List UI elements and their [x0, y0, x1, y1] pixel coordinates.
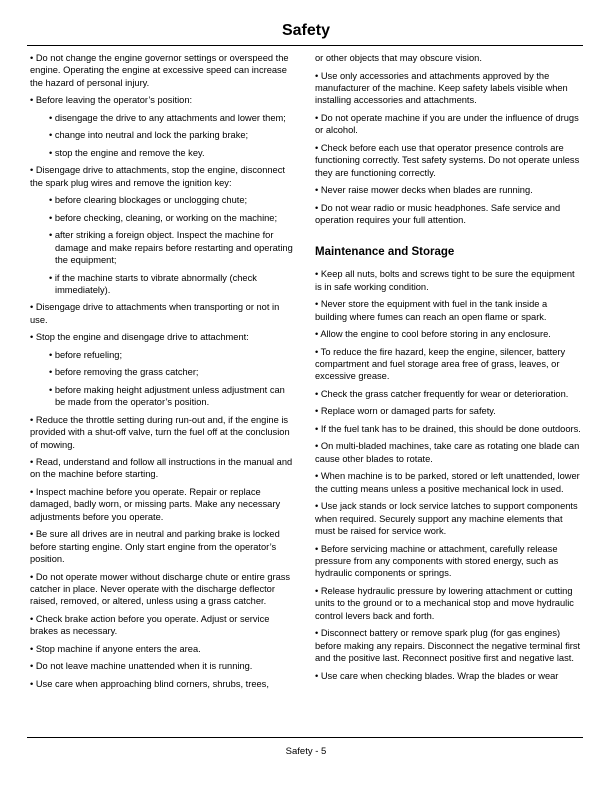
- bullet-item: • Before leaving the operator’s position:: [30, 95, 193, 106]
- bullet-item: • Use only accessories and attachments approved by the manufacturer of the machine. Keep safety labels visible when installing accessories and attachments.: [315, 70, 568, 106]
- bullet-item: • Be sure all drives are in neutral and parking brake is locked before starting engine. Only start engine from the operator’s position.: [30, 529, 280, 565]
- right-column: [315, 52, 581, 687]
- bullet-item: • Never store the equipment with fuel in the tank inside a building where fumes can reach an open flame or spark.: [315, 299, 548, 322]
- bullet-item: • Do not leave machine unattended when it is running.: [30, 661, 253, 672]
- bullet-item: • Never raise mower decks when blades are running.: [315, 185, 533, 196]
- sub-bullet-item: • after striking a foreign object. Inspect the machine for damage and make repairs before restarting and operating the equipment;: [49, 230, 293, 266]
- sub-bullet-item: • before making height adjustment unless adjustment can be made from the operator’s position.: [49, 384, 285, 408]
- bullet-item: or other objects that may obscure vision.: [315, 53, 482, 63]
- bullet-item: • Stop machine if anyone enters the area.: [30, 643, 201, 654]
- sub-bullet-item: • before clearing blockages or unclogging chute;: [49, 195, 248, 206]
- sub-bullet-item: • change into neutral and lock the parking brake;: [49, 130, 249, 141]
- bullet-item: • On multi-bladed machines, take care as rotating one blade can cause other blades to rotate.: [315, 441, 580, 464]
- bullet-item: • When machine is to be parked, stored or left unattended, lower the cutting means unless a positive mechanical lock in used.: [315, 471, 580, 494]
- header-rule: [27, 45, 583, 46]
- bullet-item: • Reduce the throttle setting during run-out and, if the engine is provided with a shut-off valve, turn the fuel off at the conclusion of mowing.: [30, 414, 290, 450]
- bullet-item: • Do not change the engine governor settings or overspeed the engine. Operating the engine at excessive speed can increase the hazard of personal injury.: [30, 53, 289, 88]
- bullet-item: • Stop the engine and disengage drive to attachment:: [30, 332, 249, 343]
- bullet-item: • Keep all nuts, bolts and screws tight to be sure the equipment is in safe working condition.: [315, 269, 575, 292]
- sub-bullet-item: • disengage the drive to any attachments and lower them;: [49, 112, 286, 123]
- sub-bullet-item: • before refueling;: [49, 349, 123, 360]
- bullet-item: • Allow the engine to cool before storing in any enclosure.: [315, 329, 551, 340]
- bullet-item: • Do not operate mower without discharge chute or entire grass catcher in place. Never operate with the discharge deflector raised, removed, or altered, unless using a grass catcher.: [30, 571, 291, 607]
- bullet-item: • To reduce the fire hazard, keep the engine, silencer, battery compartment and fuel storage area free of grass, leaves, or excessive grease.: [315, 346, 566, 382]
- bullet-item: • Inspect machine before you operate. Repair or replace damaged, badly worn, or missing parts. Make any necessary adjustments before you operate.: [30, 486, 281, 522]
- footer-rule: [27, 737, 583, 738]
- bullet-item: • Disconnect battery or remove spark plug (for gas engines) before making any repairs. Disconnect the negative terminal first and the positive last. Reconnect positive first and negative last.: [315, 628, 581, 664]
- bullet-item: • Disengage drive to attachments when transporting or not in use.: [30, 302, 280, 325]
- bullet-item: • Disengage drive to attachments, stop the engine, disconnect the spark plug wires and remove the ignition key:: [30, 165, 285, 188]
- bullet-item: • Release hydraulic pressure by lowering attachment or cutting units to the ground or to a mechanical stop and move hydraulic control levers back and forth.: [315, 585, 574, 621]
- sub-bullet-item: • before removing the grass catcher;: [49, 367, 199, 378]
- bullet-item: • If the fuel tank has to be drained, this should be done outdoors.: [315, 423, 581, 434]
- bullet-item: • Check the grass catcher frequently for wear or deterioration.: [315, 388, 569, 399]
- bullet-item: • Use jack stands or lock service latches to support components when required. Securely support any machine elements that must be raised for service work.: [315, 501, 578, 537]
- bullet-item: • Check before each use that operator presence controls are functioning correctly. Test safety systems. Do not operate unless they are functioning correctly.: [315, 142, 580, 178]
- section-heading-maintenance: Maintenance and Storage: [315, 246, 455, 259]
- sub-bullet-item: • before checking, cleaning, or working on the machine;: [49, 212, 278, 223]
- left-column: [30, 52, 296, 695]
- bullet-item: • Replace worn or damaged parts for safety.: [315, 406, 496, 417]
- bullet-item: • Use care when approaching blind corners, shrubs, trees,: [30, 678, 269, 689]
- page-title: Safety: [281, 22, 331, 39]
- bullet-item: • Do not operate machine if you are under the influence of drugs or alcohol.: [315, 112, 579, 136]
- bullet-item: • Check brake action before you operate. Adjust or service brakes as necessary.: [30, 613, 270, 637]
- sub-bullet-item: • stop the engine and remove the key.: [49, 147, 205, 158]
- page-footer: Safety - 5: [285, 746, 327, 757]
- sub-bullet-item: • if the machine starts to vibrate abnormally (check immediately).: [49, 272, 257, 295]
- bullet-item: • Before servicing machine or attachment, carefully release pressure from any components with stored energy, such as hydraulic components or springs.: [315, 543, 559, 579]
- bullet-item: • Read, understand and follow all instructions in the manual and on the machine before starting.: [30, 457, 293, 480]
- bullet-item: • Use care when checking blades. Wrap the blades or wear: [315, 670, 559, 681]
- bullet-item: • Do not wear radio or music headphones. Safe service and operation requires your full attention.: [315, 202, 561, 225]
